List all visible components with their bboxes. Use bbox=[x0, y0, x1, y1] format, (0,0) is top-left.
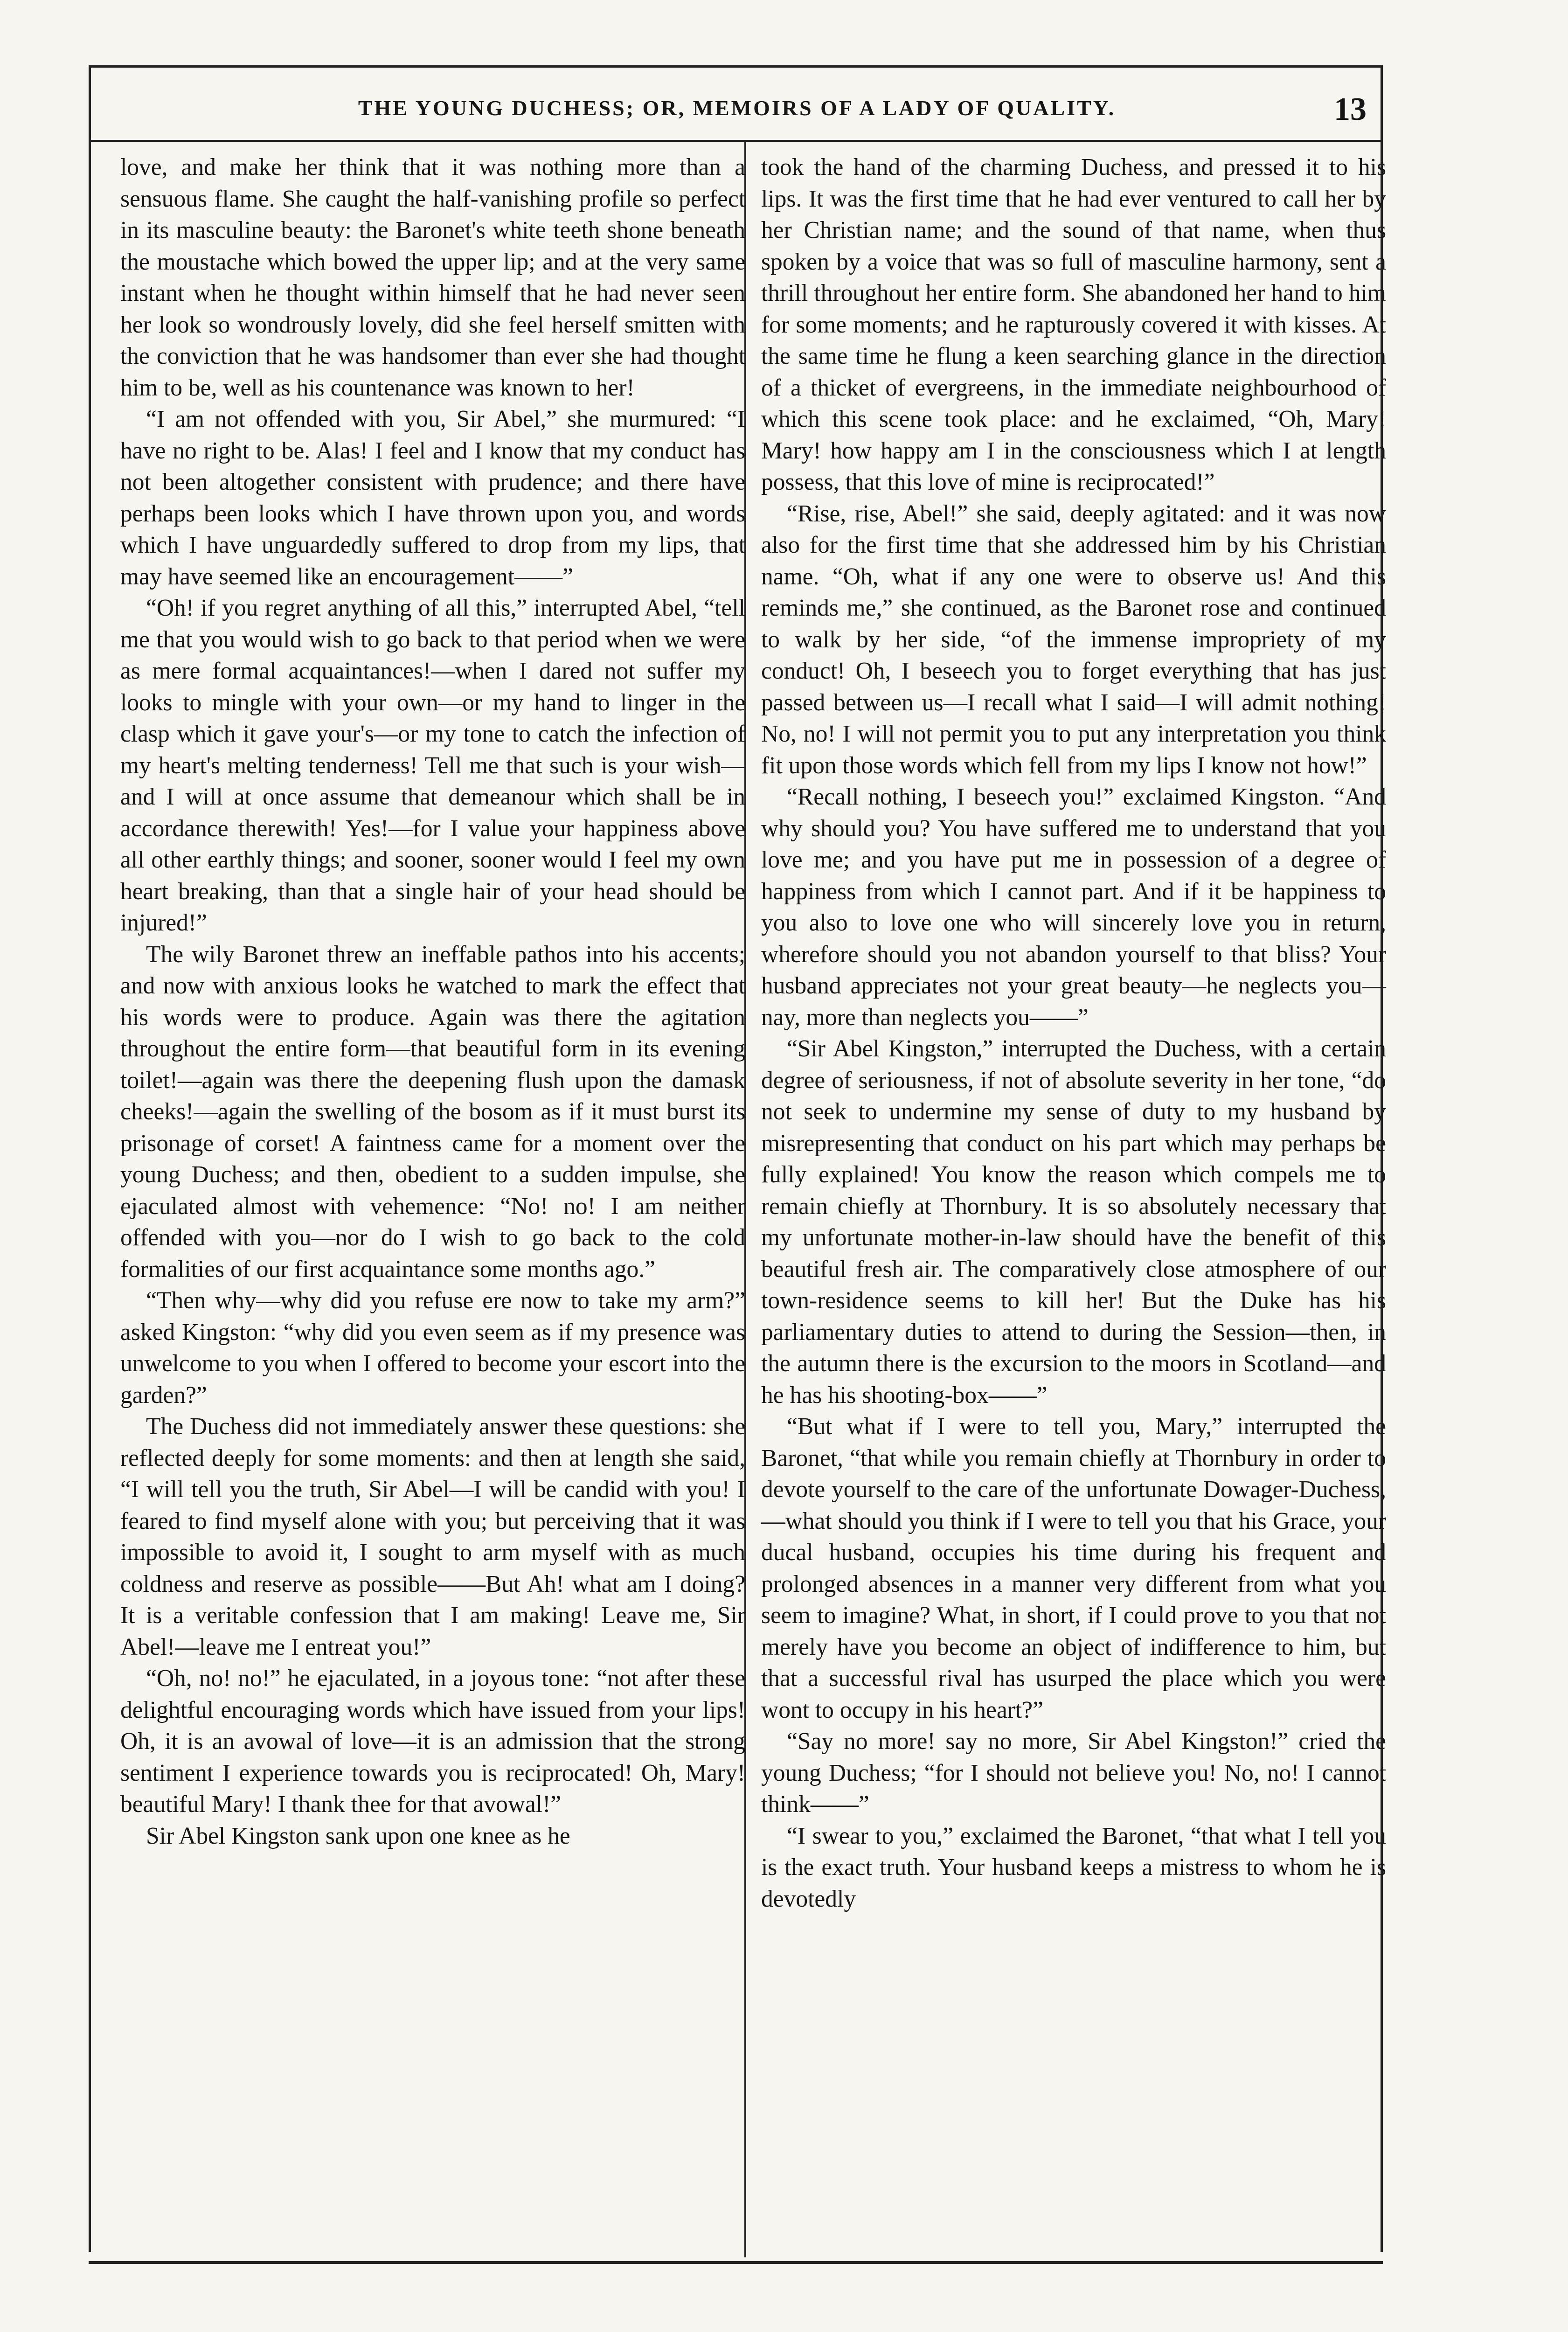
paragraph: “But what if I were to tell you, Mary,” interrupted the Baronet, “that while you remain chiefly at Thornbury in order to devote yourself to the care of the unfortunate Dowager-Duchess,—what should you think if I were to tell you that his Grace, your ducal husband, occupies his time during his frequent and prolonged absences in a manner very different from what you seem to imagine? What, in short, if I could prove to you that not merely have you become an object of indifference to him, but that a successful rival has usurped the place which you were wont to occupy in his heart?” bbox=[761, 1413, 1386, 1723]
header-rule bbox=[89, 140, 1383, 142]
paragraph: took the hand of the charming Duchess, and pressed it to his lips. It was the first time that he had ever ventured to call her by her Christian name; and the sound of that name, when thus spoken by a voice that was so full of masculine harmony, sent a thrill throughout her entire form. She abandoned her hand to him for some moments; and he rapturously covered it with kisses. At the same time he flung a keen searching glance in the direction of a thicket of evergreens, in the immediate neighbourhood of which this scene took place: and he exclaimed, “Oh, Mary! Mary! how happy am I in the consciousness which I at length possess, that this love of mine is reciprocated!” bbox=[761, 154, 1386, 495]
paragraph: The Duchess did not immediately answer these questions: she reflected deeply for some moments: and then at length she said, “I will tell you the truth, Sir Abel—I will be candid with you! I feared to find myself alone with you; but perceiving that it was impossible to avoid it, I sought to arm myself with as much coldness and reserve as possible——But Ah! what am I doing? It is a veritable confession that I am making! Leave me, Sir Abel!—leave me I entreat you!” bbox=[120, 1413, 745, 1660]
right-column bbox=[761, 152, 1386, 1915]
left-column bbox=[120, 152, 745, 1852]
paragraph: “Oh! if you regret anything of all this,” interrupted Abel, “tell me that you would wish to go back to that period when we were as mere formal acquaintances!—when I dared not suffer my looks to mingle with your own—or my hand to linger in the clasp which it gave your's—or my tone to catch the infection of my heart's melting tenderness! Tell me that such is your wish—and I will at once assume that demeanour which shall be in accordance therewith! Yes!—for I value your happiness above all other earthly things; and sooner, sooner would I feel my own heart breaking, than that a single hair of your head should be injured!” bbox=[120, 595, 745, 936]
paragraph: “I am not offended with you, Sir Abel,” she murmured: “I have no right to be. Alas! I feel and I know that my conduct has not been altogether consistent with prudence; and there have perhaps been looks which I have thrown upon you, and words which I have unguardedly suffered to drop from my lips, that may have seemed like an encouragement——” bbox=[120, 406, 745, 590]
paragraph: “Sir Abel Kingston,” interrupted the Duchess, with a certain degree of seriousness, if not of absolute severity in her tone, “do not seek to undermine my sense of duty to my husband by misrepresenting that conduct on his part which may perhaps be fully explained! You know the reason which compels me to remain chiefly at Thornbury. It is so absolutely necessary that my unfortunate mother-in-law should have the benefit of this beautiful fresh air. The comparatively close atmosphere of our town-residence seems to kill her! But the Duke has his parliamentary duties to attend to during the Session—then, in the autumn there is the excursion to the moors in Scotland—and he has his shooting-box——” bbox=[761, 1035, 1386, 1409]
paragraph: “I swear to you,” exclaimed the Baronet, “that what I tell you is the exact truth. Your husband keeps a mistress to whom he is devotedly bbox=[761, 1822, 1386, 1912]
paragraph: “Rise, rise, Abel!” she said, deeply agitated: and it was now also for the first time that she addressed him by his Christian name. “Oh, what if any one were to observe us! And this reminds me,” she continued, as the Baronet rose and continued to walk by her side, “of the immense impropriety of my conduct! Oh, I beseech you to forget everything that has just passed between us—I recall what I said—I will admit nothing! No, no! I will not permit you to put any interpretation you think fit upon those words which fell from my lips I know not how!” bbox=[761, 500, 1386, 779]
paragraph: “Recall nothing, I beseech you!” exclaimed Kingston. “And why should you? You have suffered me to understand that you love me; and you have put me in possession of a degree of happiness from which I cannot part. And if it be happiness to you also to love one who will sincerely love you in return, wherefore should you not abandon yourself to that bliss? Your husband appreciates not your great beauty—he neglects you—nay, more than neglects you——” bbox=[761, 784, 1386, 1031]
running-title: THE YOUNG DUCHESS; OR, MEMOIRS OF A LADY OF QUALITY. bbox=[358, 96, 1116, 120]
paragraph: Sir Abel Kingston sank upon one knee as he bbox=[146, 1822, 570, 1849]
page-number: 13 bbox=[1334, 91, 1367, 127]
footer-rule bbox=[89, 2261, 1383, 2264]
paragraph: The wily Baronet threw an ineffable pathos into his accents; and now with anxious looks he watched to mark the effect that his words were to produce. Again was there the agitation throughout the entire form—that beautiful form in its evening toilet!—again was there the deepening flush upon the damask cheeks!—again the swelling of the bosom as if it must burst its prisonage of corset! A faintness came for a moment over the young Duchess; and then, obedient to a sudden impulse, she ejaculated almost with vehemence: “No! no! I am neither offended with you—nor do I wish to go back to the cold formalities of our first acquaintance some months ago.” bbox=[120, 941, 745, 1283]
paragraph: “Say no more! say no more, Sir Abel Kingston!” cried the young Duchess; “for I should not believe you! No, no! I cannot think——” bbox=[761, 1728, 1386, 1818]
paragraph: “Then why—why did you refuse ere now to take my arm?” asked Kingston: “why did you even seem as if my presence was unwelcome to you when I offered to become your escort into the garden?” bbox=[120, 1287, 745, 1409]
page-header bbox=[107, 91, 1367, 128]
paragraph: “Oh, no! no!” he ejaculated, in a joyous tone: “not after these delightful encouraging words which have issued from your lips! Oh, it is an avowal of love—it is an admission that the strong sentiment I experience towards you is reciprocated! Oh, Mary! beautiful Mary! I thank thee for that avowal!” bbox=[120, 1665, 745, 1818]
paragraph: love, and make her think that it was nothing more than a sensuous flame. She caught the half-vanishing profile so perfect in its masculine beauty: the Baronet's white teeth shone beneath the moustache which bowed the upper lip; and at the very same instant when he thought within himself that he had never seen her look so wondrously lovely, did she feel herself smitten with the conviction that he was handsomer than ever she had thought him to be, well as his countenance was known to her! bbox=[120, 154, 745, 401]
